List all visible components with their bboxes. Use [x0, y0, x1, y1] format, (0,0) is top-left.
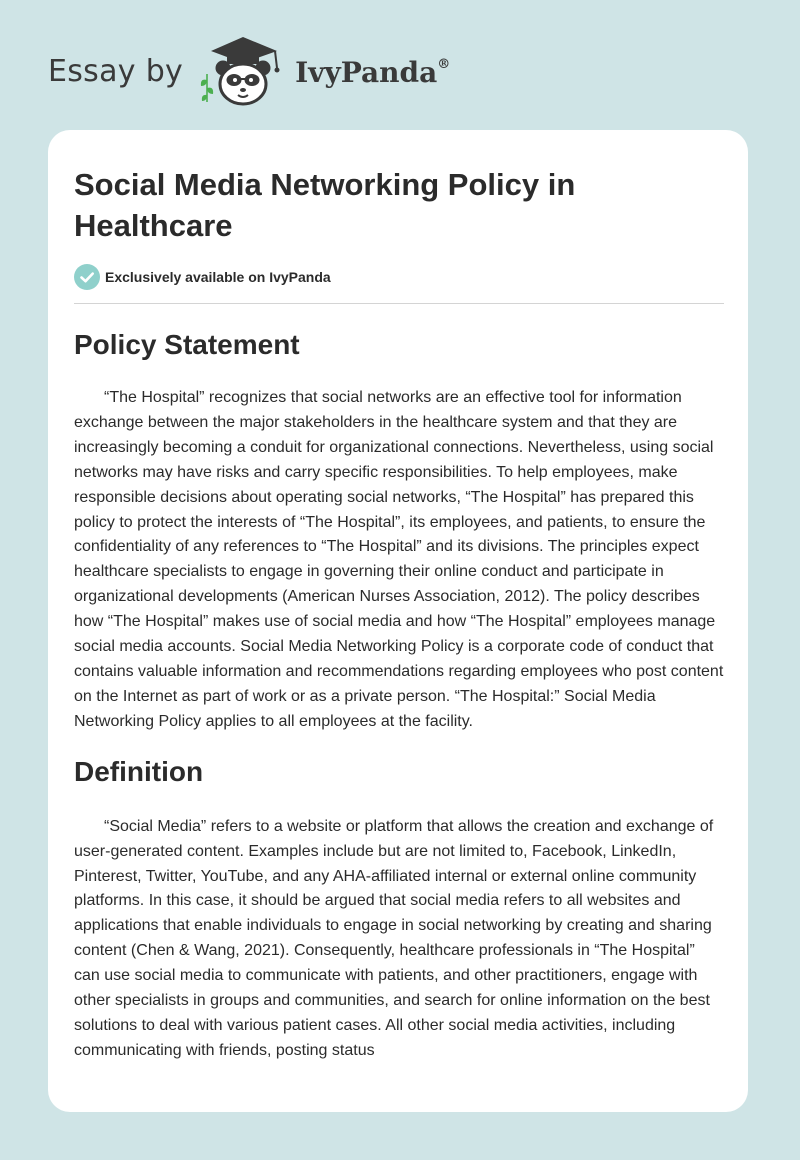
essay-title: Social Media Networking Policy in Healthcare	[74, 167, 576, 243]
exclusive-badge	[74, 264, 724, 290]
section-heading-definition: Definition	[74, 755, 204, 787]
panda-graduate-icon[interactable]	[197, 34, 291, 110]
ivy-leaf-icon	[201, 74, 213, 102]
exclusive-badge-label: Exclusively available on IvyPanda	[105, 269, 331, 285]
brand-name[interactable]	[295, 55, 451, 89]
section-paragraph-definition: “Social Media” refers to a website or platform that allows the creation and exchange of user-generated content. Examples include but are not limited to, Facebook, LinkedIn, Pinterest, Twitter, YouTube, and any AHA-affiliated internal or external online community platforms. In this case, it should be argued that social media refers to all websites and applications that enable individuals to engage in social networking by creating and sharing content (Chen & Wang, 2021). Consequently, healthcare professionals in “The Hospital” can use social media to communicate with patients, and other practitioners, engage with other specialists in groups and communities, and search for online information on the best solutions to deal with various patient cases. All other social media activities, including communicating with friends, posting status	[74, 817, 714, 1059]
brand-name-text: IvyPanda	[295, 55, 438, 89]
section-heading-policy-statement: Policy Statement	[74, 329, 300, 360]
divider	[74, 303, 724, 304]
check-circle-icon	[74, 264, 100, 290]
section-paragraph-policy-statement: “The Hospital” recognizes that social networks are an effective tool for information exchange between the major stakeholders in the healthcare system and that they are increasingly becoming a conduit for organizational connections. Nevertheless, using social networks may have risks and carry specific responsibilities. To help employees, make responsible decisions about operating social networks, “The Hospital” has prepared this policy to protect the interests of “The Hospital”, its employees, and patients, to ensure the confidentiality of any references to “The Hospital” and its divisions. The principles expect healthcare specialists to engage in governing their online conduct and participate in organizational developments (American Nurses Association, 2012). The policy describes how “The Hospital” makes use of social media and how “The Hospital” employees manage social media accounts. Social Media Networking Policy is a corporate code of conduct that contains valuable information and recommendations regarding employees who post content on the Internet as part of work or as a private person. “The Hospital:” Social Media Networking Policy applies to all employees at the facility.	[74, 389, 724, 730]
registered-mark: ®	[437, 56, 451, 72]
site-header	[48, 34, 450, 110]
essay-card	[48, 130, 748, 1112]
essay-content	[74, 164, 724, 1064]
essay-by-label: Essay by	[48, 54, 184, 89]
